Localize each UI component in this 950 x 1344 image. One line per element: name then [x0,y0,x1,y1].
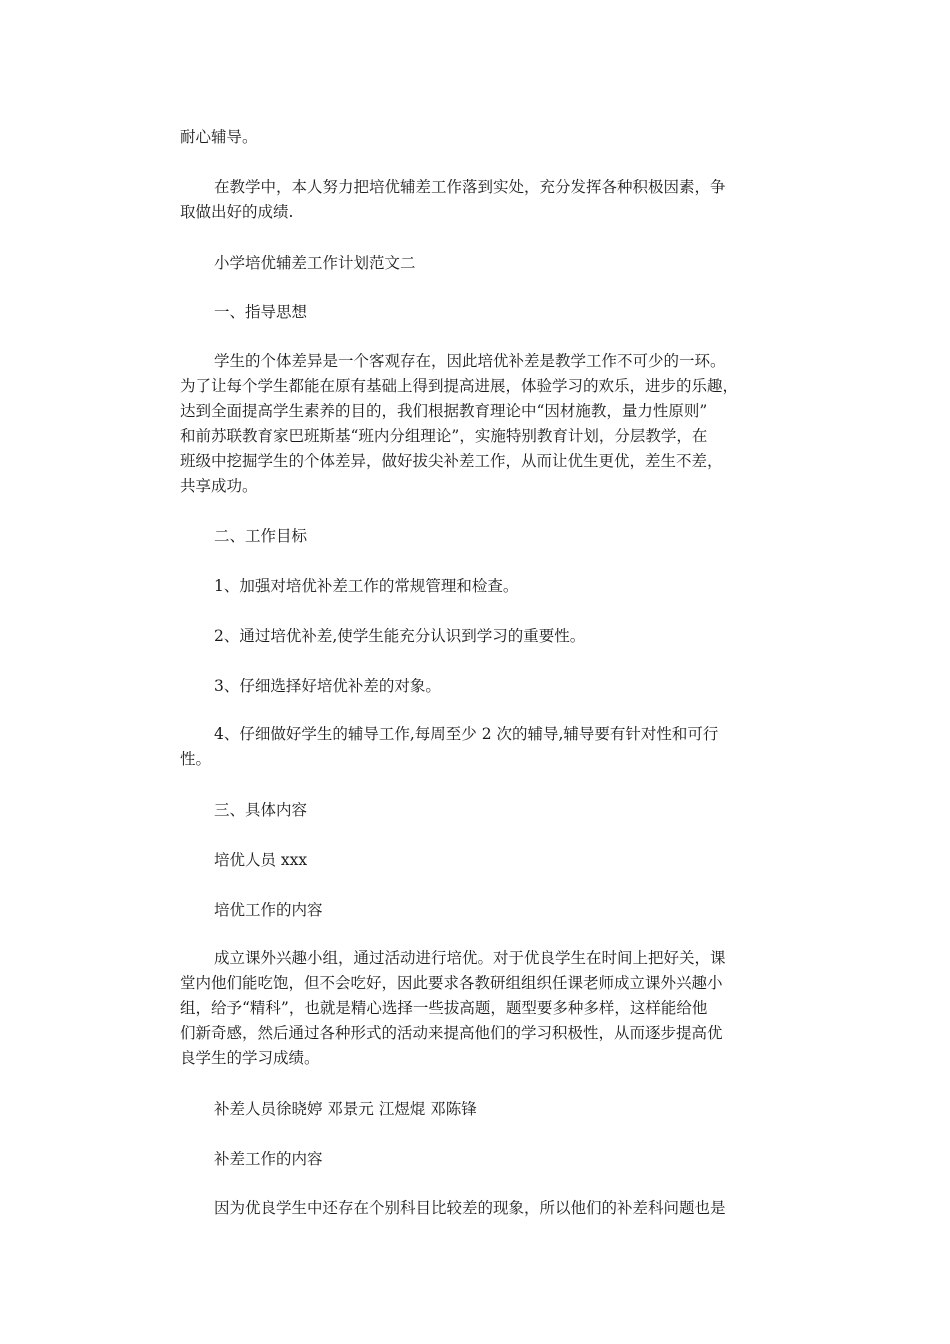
text-line: 3、仔细选择好培优补差的对象。 [214,677,441,695]
text-line: 和前苏联教育家巴班斯基“班内分组理论”，实施特别教育计划，分层教学，在 [180,427,708,445]
text-line: 组，给予“精科”，也就是精心选择一些拔高题，题型要多种多样，这样能给他 [180,999,708,1017]
text-line: 堂内他们能吃饱，但不会吃好，因此要求各教研组组织任课老师成立课外兴趣小 [180,974,723,992]
text-line: 因为优良学生中还存在个别科目比较差的现象，所以他们的补差科问题也是 [214,1199,726,1217]
text-line: 共享成功。 [180,477,258,495]
text-line: 在教学中，本人努力把培优辅差工作落到实处，充分发挥各种积极因素，争 [214,178,726,196]
remedial-staff-line [180,1097,780,1122]
paragraph-guiding-idea [180,349,780,499]
text-line: 培优工作的内容 [214,901,323,919]
text-line: 成立课外兴趣小组，通过活动进行培优。对于优良学生在时间上把好关，课 [214,949,726,967]
text-line: 补差工作的内容 [214,1150,323,1168]
subheading-training-content [180,898,780,923]
paragraph-summary [180,175,780,225]
text-line: 4、仔细做好学生的辅导工作,每周至少 2 次的辅导,辅导要有针对性和可行 [214,725,719,743]
goal-item-4 [180,722,780,772]
heading-work-goals [180,524,780,549]
paragraph-closing-line [180,125,780,150]
text-line: 一、指导思想 [214,303,308,321]
text-line: 耐心辅导。 [180,128,258,146]
heading-guiding-idea [180,300,780,325]
text-line: 培优人员 xxx [214,851,308,869]
text-line: 取做出好的成绩. [180,203,294,221]
text-line: 补差人员徐晓婷 邓景元 江煜焜 邓陈锋 [214,1100,477,1118]
paragraph-remedial-content [180,1196,780,1221]
text-line: 达到全面提高学生素养的目的，我们根据教育理论中“因材施教，量力性原则” [180,402,708,420]
text-line: 学生的个体差异是一个客观存在，因此培优补差是教学工作不可少的一环。 [214,352,726,370]
text-line: 三、具体内容 [214,801,308,819]
paragraph-training-content [180,946,780,1071]
text-line: 2、通过培优补差,使学生能充分认识到学习的重要性。 [214,627,586,645]
section-title-example-two [180,251,780,276]
training-staff-line [180,848,780,873]
goal-item-3 [180,674,780,699]
text-line: 小学培优辅差工作计划范文二 [214,254,416,272]
text-line: 为了让每个学生都能在原有基础上得到提高进展，体验学习的欢乐，进步的乐趣， [180,377,739,395]
text-line: 1、加强对培优补差工作的常规管理和检查。 [214,577,519,595]
subheading-remedial-content [180,1147,780,1172]
text-line: 们新奇感，然后通过各种形式的活动来提高他们的学习积极性，从而逐步提高优 [180,1024,723,1042]
text-line: 性。 [180,750,212,768]
text-line: 良学生的学习成绩。 [180,1049,320,1067]
text-line: 班级中挖掘学生的个体差异，做好拔尖补差工作，从而让优生更优，差生不差， [180,452,723,470]
goal-item-1 [180,574,780,599]
heading-specific-content [180,798,780,823]
goal-item-2 [180,624,780,649]
text-line: 二、工作目标 [214,527,308,545]
